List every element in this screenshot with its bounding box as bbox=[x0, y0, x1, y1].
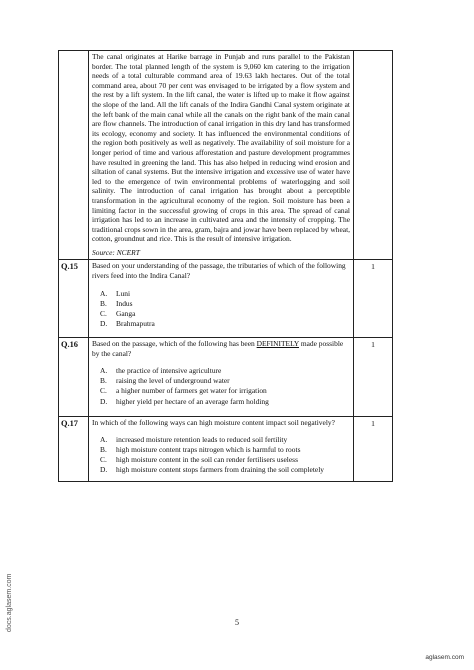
option-c[interactable] bbox=[100, 455, 350, 465]
option-d[interactable] bbox=[100, 397, 350, 407]
passage-text: The canal originates at Harike barrage in Punjab and runs parallel to the Pakistan border. The total planned length of the system is 9,060 km catering to the irrigation needs of a total culturable command area of 19.63 lakh hectares. Out of the total command area, about 70 per cent was envisaged to be irrigated by a flow system and the rest by a lift system. In the lift canal, the water is lifted up to make it flow against the slope of the land. All the lift canals of the Indira Gandhi Canal system originate at the left bank of the main canal while all the canals on the right bank of the main canal are flow channels. The introduction of canal irrigation in this dry land has transformed its ecology, economy and society. It has influenced the environmental conditions of the region both positively as well as negatively. The availability of soil moisture for a longer period of time and various afforestation and pasture development programmes have resulted in greening the land. This has also helped in reducing wind erosion and siltation of canal systems. But the intensive irrigation and excessive use of water have led to the emergence of twin environmental problems of waterlogging and soil salinity. The introduction of canal irrigation has brought about a perceptible transformation in the agricultural economy of the region. Soil moisture has been a limiting factor in the successful growing of crops in this area. The spread of canal irrigation has led to an increase in cultivated area and the intensity of cropping. The traditional crops sown in the area, gram, bajra and jowar have been replaced by wheat, cotton, groundnut and rice. This is the result of intensive irrigation. bbox=[92, 52, 350, 244]
option-b[interactable] bbox=[100, 445, 350, 455]
question-marks: 1 bbox=[354, 260, 393, 338]
question-sheet bbox=[58, 50, 384, 482]
question-body bbox=[89, 416, 354, 481]
option-c[interactable] bbox=[100, 386, 350, 396]
option-label: C. bbox=[100, 386, 107, 396]
option-a[interactable] bbox=[100, 435, 350, 445]
option-label: D. bbox=[100, 465, 108, 475]
passage-source: Source: NCERT bbox=[92, 247, 140, 257]
question-body bbox=[89, 338, 354, 417]
option-a[interactable] bbox=[100, 289, 350, 299]
option-text: Brahmaputra bbox=[116, 318, 155, 328]
option-label: B. bbox=[100, 445, 107, 455]
option-text: a higher number of farmers get water for irrigation bbox=[116, 386, 267, 396]
question-number: Q.17 bbox=[59, 416, 89, 481]
option-label: B. bbox=[100, 376, 107, 386]
option-b[interactable] bbox=[100, 376, 350, 386]
question-marks: 1 bbox=[354, 416, 393, 481]
option-text: high moisture content traps nitrogen which is harmful to roots bbox=[116, 445, 301, 455]
option-text: Luni bbox=[116, 288, 131, 298]
option-c[interactable] bbox=[100, 309, 350, 319]
option-label: A. bbox=[100, 435, 108, 445]
option-label: B. bbox=[100, 298, 107, 308]
option-a[interactable] bbox=[100, 366, 350, 376]
option-d[interactable] bbox=[100, 465, 350, 475]
option-text: Ganga bbox=[116, 308, 136, 318]
question-text: In which of the following ways can high moisture content impact soil negatively? bbox=[92, 417, 335, 427]
question-number: Q.15 bbox=[59, 260, 89, 338]
option-text: high moisture content stops farmers from draining the soil completely bbox=[116, 465, 324, 475]
option-d[interactable] bbox=[100, 319, 350, 329]
question-text-start: Based on the passage, which of the following has been bbox=[92, 339, 257, 349]
question-text: Based on your understanding of the passage, the tributaries of which of the following rivers feed into the Indira Canal? bbox=[92, 261, 346, 281]
question-text bbox=[92, 339, 350, 358]
passage-number-cell bbox=[59, 51, 89, 260]
side-watermark: docs.aglasem.com bbox=[6, 573, 13, 632]
question-row-q15 bbox=[59, 260, 393, 338]
option-label: C. bbox=[100, 308, 107, 318]
passage-marks-cell bbox=[354, 51, 393, 260]
option-text: increased moisture retention leads to reduced soil fertility bbox=[116, 435, 288, 445]
option-text: raising the level of underground water bbox=[116, 376, 230, 386]
footer-brand[interactable]: aglasem.com bbox=[425, 654, 464, 661]
question-text-end: made possible by the canal? bbox=[92, 339, 344, 358]
question-emphasis: DEFINITELY bbox=[256, 339, 299, 349]
option-label: A. bbox=[100, 288, 108, 298]
option-label: D. bbox=[100, 318, 108, 328]
question-number: Q.16 bbox=[59, 338, 89, 417]
option-text: high moisture content in the soil can render fertilisers useless bbox=[116, 455, 298, 465]
option-label: A. bbox=[100, 366, 108, 376]
option-label: C. bbox=[100, 455, 107, 465]
option-text: higher yield per hectare of an average farm holding bbox=[116, 396, 269, 406]
option-text: Indus bbox=[116, 298, 133, 308]
passage-row bbox=[59, 51, 393, 260]
option-text: the practice of intensive agriculture bbox=[116, 366, 222, 376]
question-body bbox=[89, 260, 354, 338]
question-row-q16 bbox=[59, 338, 393, 417]
passage-cell bbox=[89, 51, 354, 260]
question-row-q17 bbox=[59, 416, 393, 481]
page-number: 5 bbox=[235, 618, 239, 627]
question-marks: 1 bbox=[354, 338, 393, 417]
option-b[interactable] bbox=[100, 299, 350, 309]
option-label: D. bbox=[100, 396, 108, 406]
question-table bbox=[58, 50, 393, 482]
